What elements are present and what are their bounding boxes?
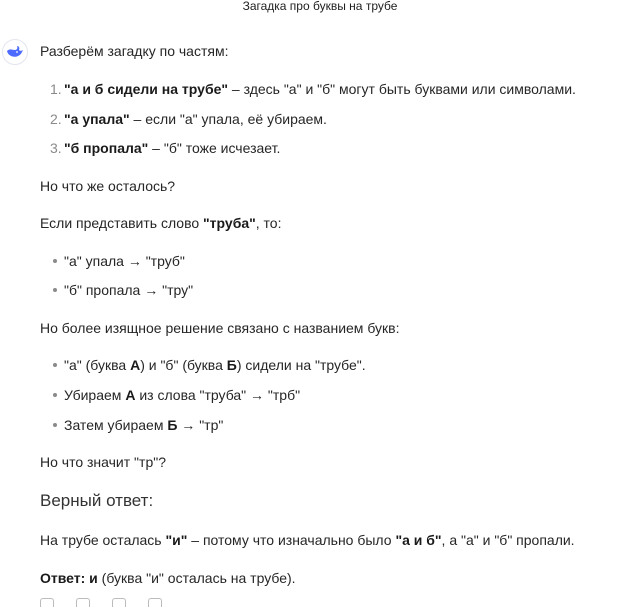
list-item <box>64 356 366 374</box>
answer-bold: "и" <box>165 532 188 548</box>
thumbs-up-icon[interactable] <box>112 598 126 607</box>
answer-line <box>40 531 575 549</box>
bullet-dot <box>53 423 57 427</box>
list-item <box>64 416 223 434</box>
bullet-dot <box>53 393 57 397</box>
answer-text: На трубе осталась <box>40 532 166 548</box>
bullet-dot <box>53 259 57 263</box>
bullet-text: из слова "труба" → "трб" <box>135 387 301 403</box>
intro-text: Разберём загадку по частям: <box>40 43 229 59</box>
answer-text: , а "а" и "б" пропали. <box>441 532 575 548</box>
bullet-text: → "тр" <box>177 417 224 433</box>
step-text: – здесь "а" и "б" могут быть буквами или символами. <box>228 81 576 97</box>
regenerate-icon[interactable] <box>76 598 90 607</box>
step-text: – "б" тоже исчезает. <box>148 140 281 156</box>
bullet-bold: Б <box>226 357 237 373</box>
step-number: 2. <box>50 111 62 127</box>
bullet-text: Затем убираем <box>64 417 168 433</box>
list-item: "а" упала → "труб" <box>64 253 185 269</box>
message-actions <box>40 598 162 607</box>
question-text: Но что значит "тр"? <box>40 454 166 470</box>
list-item: "б" пропала → "тру" <box>64 282 194 298</box>
bullet-text: "а" (буква <box>64 357 131 373</box>
chat-title: Загадка про буквы на трубе <box>242 0 398 13</box>
list-item <box>64 80 576 98</box>
answer-bold: "а и б" <box>395 532 442 548</box>
word-intro <box>40 214 281 232</box>
bullet-text: ) и "б" (буква <box>140 357 227 373</box>
final-bold: и <box>85 570 98 586</box>
word-intro-post: , то: <box>255 215 282 231</box>
step-bold: "а упала" <box>64 111 130 127</box>
bullet-dot <box>53 363 57 367</box>
bullet-bold: А <box>125 387 136 403</box>
step-bold: "а и б сидели на трубе" <box>64 81 229 97</box>
bullet-bold: Б <box>167 417 178 433</box>
final-label: Ответ: <box>40 570 86 586</box>
step-number: 1. <box>50 81 62 97</box>
bullet-dot <box>53 288 57 292</box>
list-item <box>64 110 327 128</box>
bullet-text: Убираем <box>64 387 126 403</box>
final-answer <box>40 569 296 587</box>
bullet-text: ) сидели на "трубе". <box>236 357 366 373</box>
copy-icon[interactable] <box>40 598 54 607</box>
question-text: Но что же осталось? <box>40 178 176 194</box>
final-text: (буква "и" осталась на трубе). <box>97 570 296 586</box>
elegant-text: Но более изящное решение связано с названием букв: <box>40 320 400 336</box>
step-number: 3. <box>50 140 62 156</box>
whale-logo-icon <box>6 45 24 59</box>
answer-heading: Верный ответ: <box>40 491 154 510</box>
list-item <box>64 139 280 157</box>
assistant-avatar <box>2 39 28 65</box>
list-item <box>64 386 300 404</box>
word-intro-pre: Если представить слово <box>40 215 204 231</box>
bullet-bold: А <box>130 357 141 373</box>
answer-text: – потому что изначально было <box>187 532 396 548</box>
word-intro-bold: "труба" <box>203 215 256 231</box>
step-text: – если "а" упала, её убираем. <box>129 111 327 127</box>
step-bold: "б пропала" <box>64 140 149 156</box>
thumbs-down-icon[interactable] <box>148 598 162 607</box>
